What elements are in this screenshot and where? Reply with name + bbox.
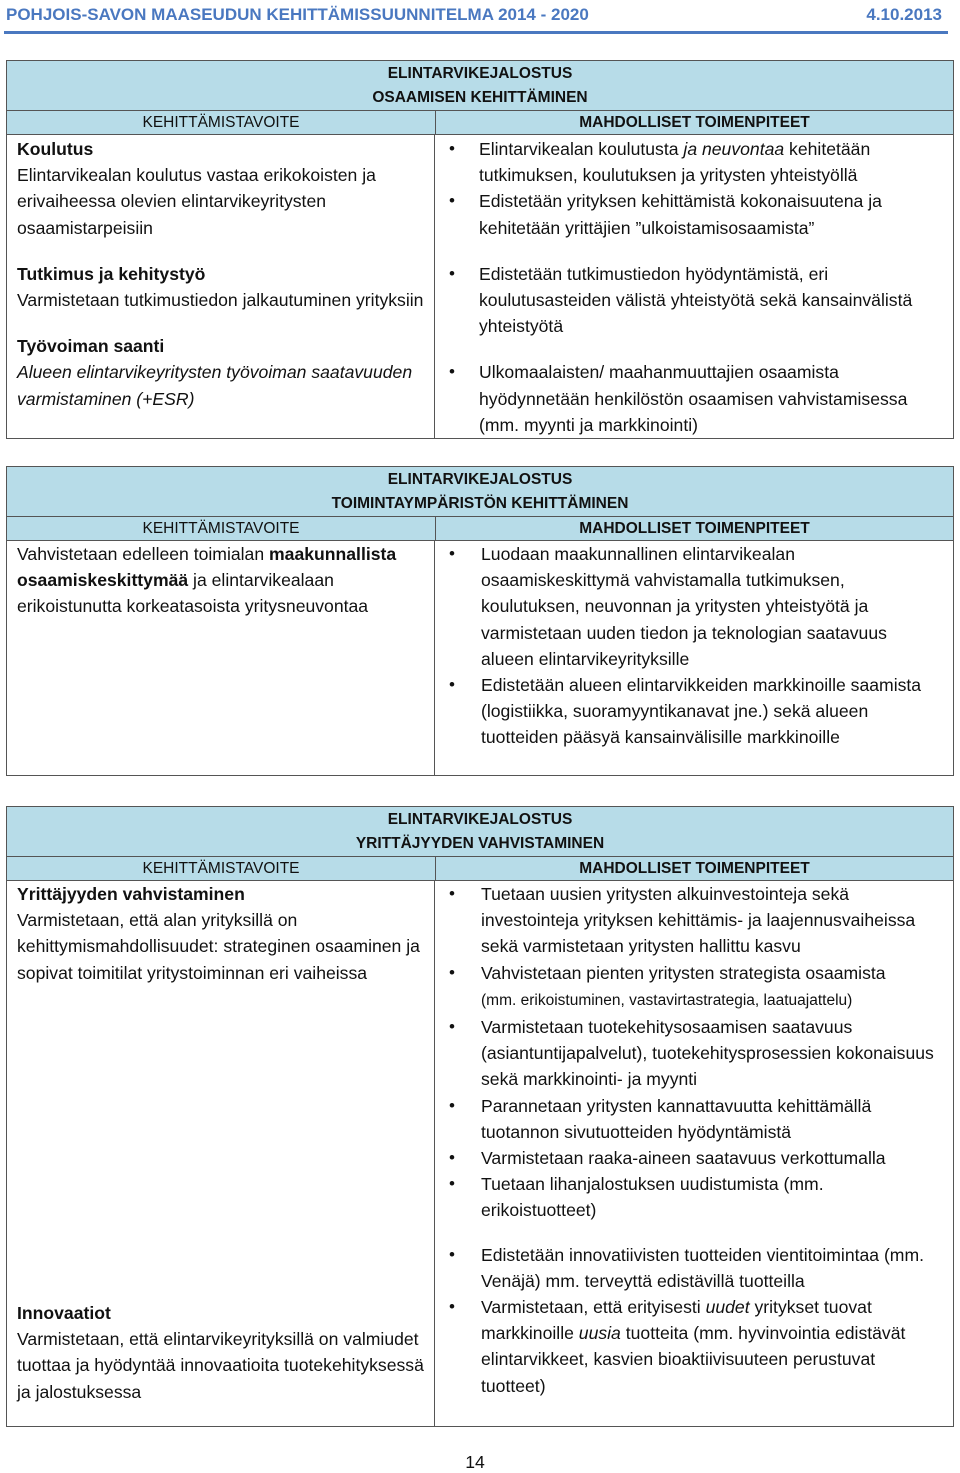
measure-list (435, 541, 943, 751)
goal-cell: Vahvistetaan edelleen toimialan maakunnallista osaamiskeskittymää ja elintarvikealaan erikoistunutta korkeatasoista yritysneuvontaa (7, 541, 435, 775)
table-row (7, 540, 953, 775)
list-item: • Edistetään alueen elintarvikkeiden markkinoille saamista (logistiikka, suoramyyntikanavat jne.) sekä alueen tuotteiden pääsyä kansainvälisille markkinoille (435, 672, 943, 751)
goal-group (17, 136, 424, 241)
table-title: ELINTARVIKEJALOSTUS OSAAMISEN KEHITTÄMINEN (7, 61, 953, 110)
document-date: 4.10.2013 (866, 5, 942, 24)
goal-cell (7, 881, 435, 1426)
col-header-goal: KEHITTÄMISTAVOITE (7, 857, 436, 880)
page-header (0, 0, 960, 36)
measure-list (435, 1242, 943, 1399)
list-item: • Luodaan maakunnallinen elintarvikealan osaamiskeskittymä vahvistamalla tutkimuksen, koulutuksen, neuvonnan ja yritysten yhteistyötä ja varmistetaan uuden tiedon ja teknologian saatavuus alueen elintarvikeyrityksille (435, 541, 943, 672)
list-item: • Vahvistetaan pienten yritysten strategista osaamista (mm. erikoistuminen, vastavirtastrategia, laatuajattelu) (435, 960, 943, 1014)
col-header-measures: MAHDOLLISET TOIMENPITEET (579, 520, 810, 537)
page-number: 14 (465, 1452, 485, 1472)
list-item: • Varmistetaan, että erityisesti uudet yritykset tuovat markkinoille uusia tuotteita (mm. hyvinvointia edistävät elintarvikkeet, kasvien bioaktiivisuuteen perustuvat tuotteet) (435, 1294, 943, 1399)
goal-heading: Innovaatiot (17, 1303, 111, 1323)
col-header-measures: MAHDOLLISET TOIMENPITEET (579, 114, 810, 131)
goal-cell (7, 135, 435, 438)
goal-text: Elintarvikealan koulutus vastaa erikokoisten ja erivaiheessa olevien elintarvikeyritysten osaamistarpeisiin (17, 165, 376, 238)
measure-list (435, 261, 943, 340)
goal-group (17, 261, 424, 313)
measure-list (435, 359, 943, 438)
goal-text: Varmistetaan, että alan yrityksillä on kehittymismahdollisuudet: strateginen osaaminen ja sopivat toimitilat yritystoiminnan eri vaiheissa (17, 910, 420, 983)
goal-heading: Tutkimus ja kehitystyö (17, 263, 206, 284)
goal-group (17, 881, 424, 986)
column-headers (7, 516, 953, 540)
table-toimintaympariston-kehittaminen (6, 466, 954, 776)
header-rule (4, 31, 948, 34)
measures-cell (435, 541, 953, 775)
list-item: • Varmistetaan raaka-aineen saatavuus verkottumalla (435, 1145, 943, 1171)
list-item: • Tuetaan uusien yritysten alkuinvestointeja sekä investointeja yrityksen kehittämis- ja laajennusvaiheissa sekä varmistetaan yritysten hallittu kasvu (435, 881, 943, 960)
table-title: ELINTARVIKEJALOSTUS TOIMINTAYMPÄRISTÖN KEHITTÄMINEN (7, 467, 953, 516)
goal-text: Alueen elintarvikeyritysten työvoiman saatavuuden varmistaminen (+ESR) (17, 362, 413, 409)
table-row (7, 134, 953, 438)
measure-list (435, 881, 943, 1224)
table-osaamisen-kehittaminen (6, 60, 954, 439)
col-header-measures: MAHDOLLISET TOIMENPITEET (579, 860, 810, 877)
column-headers (7, 110, 953, 134)
list-item: • Edistetään yrityksen kehittämistä kokonaisuutena ja kehitetään yrittäjien ”ulkoistamisosaamista” (435, 188, 943, 240)
list-item: • Tuetaan lihanjalostuksen uudistumista (mm. erikoistuotteet) (435, 1171, 943, 1223)
goal-text: Varmistetaan tutkimustiedon jalkautuminen yrityksiin (17, 290, 424, 311)
list-item: • Parannetaan yritysten kannattavuutta kehittämällä tuotannon sivutuotteiden hyödyntämistä (435, 1093, 943, 1145)
document-title: POHJOIS-SAVON MAASEUDUN KEHITTÄMISSUUNNITELMA 2014 - 2020 (6, 5, 589, 24)
measure-list (435, 136, 943, 241)
table-title: ELINTARVIKEJALOSTUS YRITTÄJYYDEN VAHVISTAMINEN (7, 807, 953, 856)
list-item: • Ulkomaalaisten/ maahanmuuttajien osaamista hyödynnetään henkilöstön osaamisen vahvistamisessa (mm. myynti ja markkinointi) (435, 359, 943, 438)
goal-heading: Koulutus (17, 139, 94, 159)
goal-heading: Työvoiman saanti (17, 336, 165, 357)
list-item: • Varmistetaan tuotekehitysosaamisen saatavuus (asiantuntijapalvelut), tuotekehitysprosessien kokonaisuus sekä markkinointi- ja myynti (435, 1014, 943, 1093)
goal-text: Varmistetaan, että elintarvikeyrityksillä on valmiudet tuottaa ja hyödyntää innovaatioita tuotekehityksessä ja jalostuksessa (17, 1329, 424, 1402)
table-row (7, 880, 953, 1426)
col-header-goal: KEHITTÄMISTAVOITE (7, 517, 436, 540)
column-headers (7, 856, 953, 880)
goal-heading: Yrittäjyyden vahvistaminen (17, 884, 245, 904)
table-yrittajyyden-vahvistaminen (6, 806, 954, 1427)
col-header-goal: KEHITTÄMISTAVOITE (7, 111, 436, 134)
measures-cell (435, 881, 953, 1426)
goal-group (17, 1300, 424, 1405)
goal-group (17, 333, 424, 412)
list-item: • Edistetään tutkimustiedon hyödyntämistä, eri koulutusasteiden välistä yhteistyötä sekä kansainvälistä yhteistyötä (435, 261, 943, 340)
list-item: • Edistetään innovatiivisten tuotteiden vientitoimintaa (mm. Venäjä) mm. terveyttä edistävillä tuotteilla (435, 1242, 943, 1294)
measures-cell (435, 135, 953, 438)
list-item: • Elintarvikealan koulutusta ja neuvontaa kehitetään tutkimuksen, koulutuksen ja yritysten yhteistyöllä (435, 136, 943, 188)
